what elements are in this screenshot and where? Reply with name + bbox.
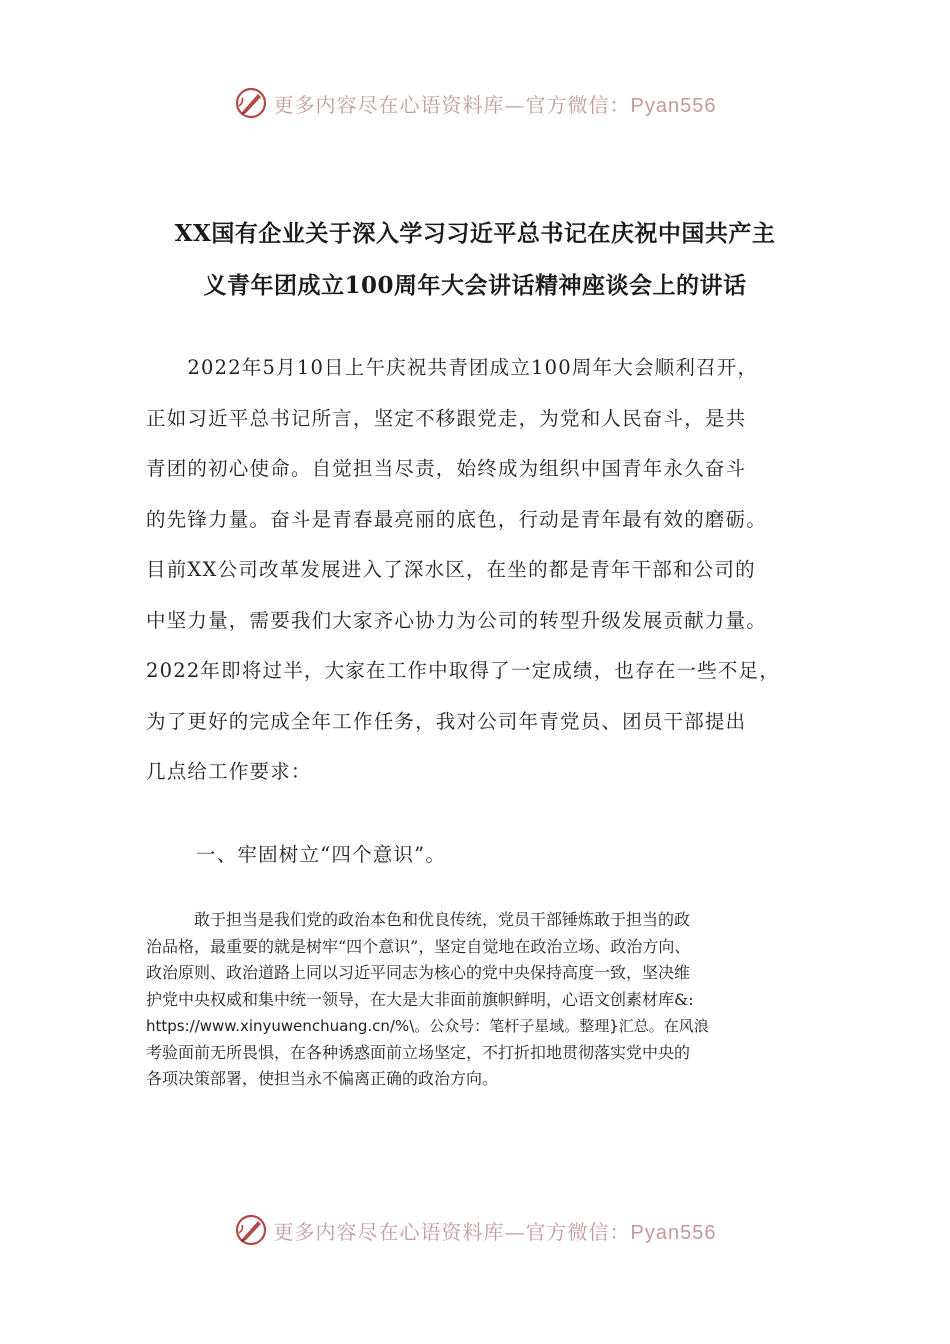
banner-text bbox=[274, 89, 717, 118]
intro-line: 青团的初心使命。自觉担当尽责，始终成为组织中国青年永久奋斗 bbox=[146, 457, 747, 480]
document-title bbox=[140, 208, 810, 312]
intro-line: 为了更好的完成全年工作任务，我对公司年青党员、团员干部提出 bbox=[146, 709, 747, 733]
section-line-url: https://www.xinyuwenchuang.cn/%\。公众号：笔杆子星域。整理}汇总。在风浪 bbox=[146, 1017, 709, 1035]
banner-wechat-id: Pyan556 bbox=[630, 94, 717, 117]
section-line: 敢于担当是我们党的政治本色和优良传统，党员干部锤炼敢于担当的政 bbox=[194, 910, 691, 929]
pen-circle-logo-icon bbox=[234, 1213, 268, 1247]
intro-line: 2022年即将过半，大家在工作中取得了一定成绩，也存在一些不足， bbox=[146, 659, 781, 682]
intro-line: 目前XX公司改革发展进入了深水区，在坐的都是青年干部和公司的 bbox=[146, 558, 756, 581]
banner-text-cn: 更多内容尽在心语资料库—官方微信： bbox=[273, 1219, 631, 1244]
section-1-paragraph bbox=[146, 907, 810, 1093]
section-line: 政治原则、政治道路上同以习近平同志为核心的党中央保持高度一致，坚决维 bbox=[146, 963, 691, 982]
intro-paragraph bbox=[146, 343, 810, 798]
section-line: 治品格，最重要的就是树牢“四个意识”，坚定自觉地在政治立场、政治方向、 bbox=[146, 936, 691, 956]
title-line-1: XX国有企业关于深入学习习近平总书记在庆祝中国共产主 bbox=[174, 220, 776, 247]
banner-text-cn: 更多内容尽在心语资料库—官方微信： bbox=[273, 92, 631, 117]
intro-line: 的先锋力量。奋斗是青春最亮丽的底色，行动是青年最有效的磨砺。 bbox=[146, 507, 768, 531]
header-banner bbox=[0, 83, 950, 123]
section-heading-1: 一、牢固树立“四个意识”。 bbox=[196, 843, 447, 866]
title-line-2: 义青年团成立100周年大会讲话精神座谈会上的讲话 bbox=[203, 272, 747, 299]
intro-line: 正如习近平总书记所言，坚定不移跟党走，为党和人民奋斗，是共 bbox=[146, 406, 747, 430]
section-line: 护党中央权威和集中统一领导，在大是大非面前旗帜鲜明，心语文创素材库&: bbox=[146, 989, 694, 1009]
footer-banner bbox=[0, 1210, 950, 1250]
intro-line: 中坚力量，需要我们大家齐心协力为公司的转型升级发展贡献力量。 bbox=[146, 608, 768, 632]
section-line: 考验面前无所畏惧，在各种诱惑面前立场坚定，不打折扣地贯彻落实党中央的 bbox=[146, 1042, 691, 1062]
intro-line: 几点给工作要求： bbox=[146, 760, 312, 783]
intro-line: 2022年5月10日上午庆祝共青团成立100周年大会顺利召开， bbox=[146, 356, 759, 379]
banner-text bbox=[274, 1216, 717, 1245]
banner-wechat-id: Pyan556 bbox=[630, 1221, 717, 1244]
section-line: 各项决策部署，使担当永不偏离正确的政治方向。 bbox=[146, 1069, 499, 1088]
pen-circle-logo-icon bbox=[234, 86, 268, 120]
